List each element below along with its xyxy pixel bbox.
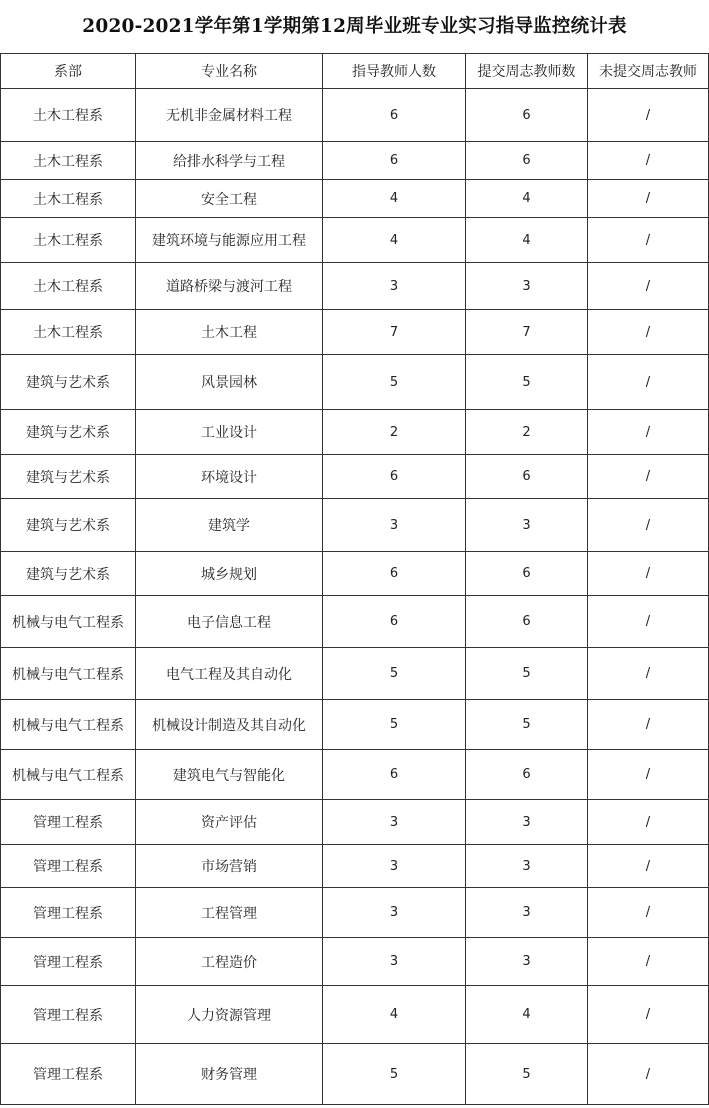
cell-dept: 机械与电气工程系 [1,648,136,700]
cell-submitted: 2 [466,410,588,455]
cell-dept: 建筑与艺术系 [1,455,136,499]
cell-advisors: 6 [323,142,466,180]
cell-dept: 建筑与艺术系 [1,410,136,455]
cell-major: 土木工程 [136,310,323,355]
cell-major: 工业设计 [136,410,323,455]
cell-major: 财务管理 [136,1044,323,1105]
cell-major: 风景园林 [136,355,323,410]
table-row [1,800,709,845]
table-row [1,938,709,986]
cell-dept: 机械与电气工程系 [1,596,136,648]
header-major: 专业名称 [136,54,323,89]
cell-advisors: 4 [323,180,466,218]
cell-dept: 建筑与艺术系 [1,355,136,410]
cell-major: 环境设计 [136,455,323,499]
cell-major: 电气工程及其自动化 [136,648,323,700]
cell-dept: 建筑与艺术系 [1,552,136,596]
cell-major: 人力资源管理 [136,986,323,1044]
table-row [1,180,709,218]
table-row [1,596,709,648]
cell-not-submitted: / [588,596,709,648]
cell-dept: 土木工程系 [1,310,136,355]
cell-major: 道路桥梁与渡河工程 [136,263,323,310]
table-row [1,410,709,455]
cell-major: 资产评估 [136,800,323,845]
cell-advisors: 5 [323,648,466,700]
cell-major: 工程造价 [136,938,323,986]
cell-dept: 土木工程系 [1,180,136,218]
cell-submitted: 6 [466,596,588,648]
cell-not-submitted: / [588,180,709,218]
cell-not-submitted: / [588,310,709,355]
cell-advisors: 2 [323,410,466,455]
cell-dept: 机械与电气工程系 [1,750,136,800]
cell-major: 建筑学 [136,499,323,552]
cell-dept: 土木工程系 [1,142,136,180]
cell-not-submitted: / [588,499,709,552]
table-row [1,355,709,410]
cell-submitted: 4 [466,218,588,263]
table-row [1,845,709,888]
table-row [1,310,709,355]
cell-not-submitted: / [588,552,709,596]
cell-advisors: 3 [323,888,466,938]
cell-advisors: 6 [323,750,466,800]
cell-not-submitted: / [588,986,709,1044]
cell-submitted: 6 [466,455,588,499]
table-body [1,89,709,1105]
cell-advisors: 3 [323,263,466,310]
cell-major: 建筑环境与能源应用工程 [136,218,323,263]
cell-major: 工程管理 [136,888,323,938]
cell-not-submitted: / [588,648,709,700]
cell-not-submitted: / [588,89,709,142]
cell-submitted: 5 [466,355,588,410]
cell-major: 给排水科学与工程 [136,142,323,180]
table-row [1,648,709,700]
cell-submitted: 7 [466,310,588,355]
cell-dept: 管理工程系 [1,1044,136,1105]
cell-dept: 机械与电气工程系 [1,700,136,750]
cell-major: 无机非金属材料工程 [136,89,323,142]
cell-submitted: 3 [466,499,588,552]
cell-not-submitted: / [588,218,709,263]
cell-submitted: 3 [466,845,588,888]
cell-submitted: 6 [466,750,588,800]
cell-dept: 土木工程系 [1,263,136,310]
cell-submitted: 3 [466,800,588,845]
header-advisors: 指导教师人数 [323,54,466,89]
header-submitted: 提交周志教师数 [466,54,588,89]
table-row [1,700,709,750]
table-row [1,750,709,800]
cell-advisors: 6 [323,552,466,596]
cell-major: 安全工程 [136,180,323,218]
cell-submitted: 5 [466,648,588,700]
cell-not-submitted: / [588,455,709,499]
cell-dept: 管理工程系 [1,888,136,938]
cell-submitted: 4 [466,986,588,1044]
cell-advisors: 4 [323,218,466,263]
table-row [1,218,709,263]
header-not-submitted: 未提交周志教师 [588,54,709,89]
cell-submitted: 3 [466,888,588,938]
cell-major: 建筑电气与智能化 [136,750,323,800]
cell-advisors: 7 [323,310,466,355]
cell-not-submitted: / [588,355,709,410]
table-row [1,499,709,552]
cell-not-submitted: / [588,845,709,888]
cell-advisors: 5 [323,700,466,750]
cell-dept: 土木工程系 [1,89,136,142]
cell-submitted: 6 [466,89,588,142]
cell-submitted: 6 [466,552,588,596]
statistics-table [0,53,709,1105]
cell-dept: 管理工程系 [1,845,136,888]
table-row [1,263,709,310]
cell-submitted: 5 [466,700,588,750]
cell-submitted: 3 [466,263,588,310]
cell-dept: 管理工程系 [1,800,136,845]
cell-advisors: 5 [323,355,466,410]
table-row [1,888,709,938]
cell-dept: 管理工程系 [1,938,136,986]
table-row [1,986,709,1044]
cell-advisors: 3 [323,845,466,888]
table-row [1,89,709,142]
cell-submitted: 3 [466,938,588,986]
cell-submitted: 4 [466,180,588,218]
cell-major: 城乡规划 [136,552,323,596]
header-dept: 系部 [1,54,136,89]
cell-major: 电子信息工程 [136,596,323,648]
cell-not-submitted: / [588,938,709,986]
cell-advisors: 6 [323,455,466,499]
cell-advisors: 3 [323,800,466,845]
cell-advisors: 3 [323,938,466,986]
table-row [1,455,709,499]
cell-dept: 建筑与艺术系 [1,499,136,552]
cell-dept: 管理工程系 [1,986,136,1044]
table-row [1,552,709,596]
cell-not-submitted: / [588,410,709,455]
cell-not-submitted: / [588,700,709,750]
table-header-row [1,54,709,89]
table-row [1,142,709,180]
cell-advisors: 4 [323,986,466,1044]
cell-advisors: 6 [323,89,466,142]
cell-advisors: 3 [323,499,466,552]
page-title: 2020-2021学年第1学期第12周毕业班专业实习指导监控统计表 [82,16,627,37]
cell-not-submitted: / [588,800,709,845]
cell-major: 机械设计制造及其自动化 [136,700,323,750]
cell-not-submitted: / [588,142,709,180]
cell-dept: 土木工程系 [1,218,136,263]
cell-major: 市场营销 [136,845,323,888]
cell-advisors: 5 [323,1044,466,1105]
cell-submitted: 6 [466,142,588,180]
cell-not-submitted: / [588,750,709,800]
cell-not-submitted: / [588,1044,709,1105]
cell-not-submitted: / [588,263,709,310]
table-row [1,1044,709,1105]
cell-not-submitted: / [588,888,709,938]
cell-submitted: 5 [466,1044,588,1105]
cell-advisors: 6 [323,596,466,648]
